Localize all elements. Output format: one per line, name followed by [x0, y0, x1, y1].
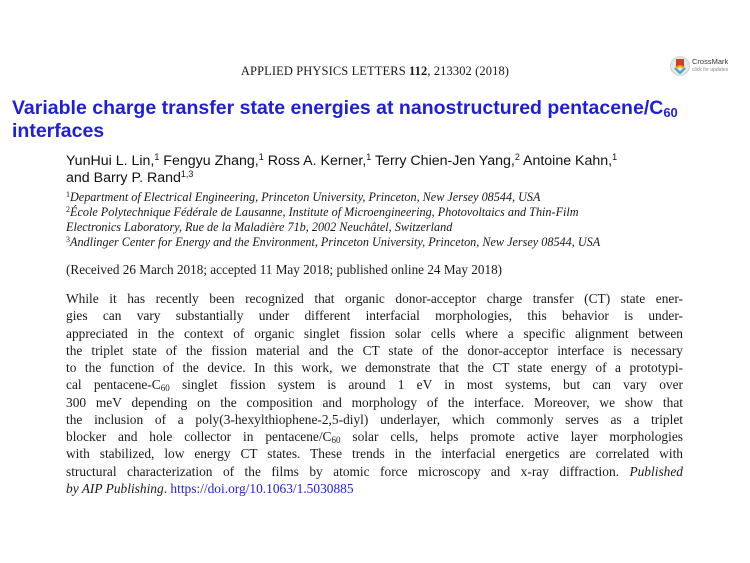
affiliation: [66, 235, 716, 250]
affiliation-number: 2: [66, 205, 70, 214]
affiliation-number: 1: [66, 190, 70, 199]
abstract: [66, 290, 683, 497]
crossmark-badge[interactable]: [670, 54, 742, 82]
affiliation-text: Department of Electrical Engineering, Princeton University, Princeton, New Jersey 08544, USA: [70, 190, 541, 204]
abstract-line: appreciated in the context of organic singlet fission solar cells where a specific alignment between: [66, 325, 683, 341]
affiliation: [66, 190, 716, 205]
author-name: Antoine Kahn,: [519, 153, 613, 169]
affiliation-list: [66, 190, 716, 250]
author-name: Fengyu Zhang,: [159, 153, 259, 169]
abstract-text: structural characterization of the films by atomic force microscopy and x-ray diffraction.: [66, 463, 630, 479]
publisher-credit: by AIP Publishing: [66, 480, 164, 496]
title-part1: Variable charge transfer state energies at nanostructured pentacene/C: [12, 97, 664, 119]
author-name: and Barry P. Rand: [66, 170, 181, 186]
abstract-line: the triplet state of the fission material and the CT state of the donor-acceptor interface is necessary: [66, 342, 683, 358]
abstract-subscript: 60: [160, 383, 170, 394]
abstract-line: [66, 376, 683, 393]
affiliation-text: Electronics Laboratory, Rue de la Maladière 71b, 2002 Neuchâtel, Switzerland: [66, 220, 453, 234]
affiliation: [66, 205, 716, 220]
journal-volume: 112: [408, 64, 428, 78]
author-affil: 1: [154, 152, 160, 162]
author-affil: 1: [366, 152, 372, 162]
title-part2: interfaces: [12, 120, 105, 142]
affiliation: [66, 220, 716, 235]
crossmark-icon: [670, 54, 690, 80]
abstract-line: [66, 480, 683, 497]
author-affil: 1: [258, 152, 264, 162]
abstract-line: 300 meV depending on the composition and morphology of the interface. Moreover, we show that: [66, 394, 683, 410]
abstract-line: to the function of the device. In this work, we demonstrate that the CT state energy of a prototypi-: [66, 360, 683, 375]
affiliation-number: 3: [66, 235, 70, 244]
abstract-line: the inclusion of a poly(3-hexylthiophene-2,5-diyl) underlayer, which commonly serves as a triplet: [66, 411, 683, 427]
author-list: [66, 153, 706, 187]
doi-link[interactable]: https://doi.org/10.1063/1.5030885: [170, 480, 354, 496]
affiliation-text: Andlinger Center for Energy and the Environment, Princeton University, Princeton, New Jersey 08544, USA: [70, 235, 601, 249]
author-affil: 1,3: [180, 169, 194, 179]
abstract-line: While it has recently been recognized that organic donor-acceptor charge transfer (CT) state ener-: [66, 291, 683, 306]
author-name: YunHui L. Lin,: [66, 153, 155, 169]
abstract-subscript: 60: [331, 435, 341, 445]
author-name: Ross A. Kerner,: [263, 153, 367, 169]
title-subscript: 60: [663, 105, 678, 120]
crossmark-sub: click for updates: [692, 67, 729, 73]
abstract-line: with stabilized, low energy CT states. These trends in the interfacial energetics are correlated with: [66, 446, 683, 462]
abstract-text: cal pentacene-C: [66, 377, 161, 393]
author-affil: 1: [612, 152, 618, 162]
abstract-text: blocker and hole collector in pentacene/C: [66, 429, 332, 444]
paper-title: [12, 97, 747, 143]
crossmark-label: CrossMark: [692, 57, 729, 66]
journal-name: APPLIED PHYSICS LETTERS: [240, 64, 406, 78]
publisher-credit: Published: [629, 463, 683, 479]
abstract-text: singlet fission system is around 1 eV in most systems, but can vary over: [169, 377, 683, 393]
abstract-text: solar cells, helps promote active layer morphologies: [340, 429, 684, 444]
journal-header: [0, 64, 750, 79]
author-affil: 2: [514, 152, 520, 162]
abstract-line: gies can vary substantially under different interfacial morphologies, this behavior is under-: [66, 308, 683, 324]
publication-dates: (Received 26 March 2018; accepted 11 May 2018; published online 24 May 2018): [66, 262, 503, 277]
abstract-line: [66, 463, 683, 480]
abstract-text: .: [163, 480, 171, 496]
author-name: Terry Chien-Jen Yang,: [371, 153, 515, 169]
journal-issue: , 213302 (2018): [427, 64, 510, 78]
abstract-line: [66, 428, 683, 445]
affiliation-text: École Polytechnique Fédérale de Lausanne, Institute of Microengineering, Photovoltaics and Thin-Film: [70, 205, 579, 219]
